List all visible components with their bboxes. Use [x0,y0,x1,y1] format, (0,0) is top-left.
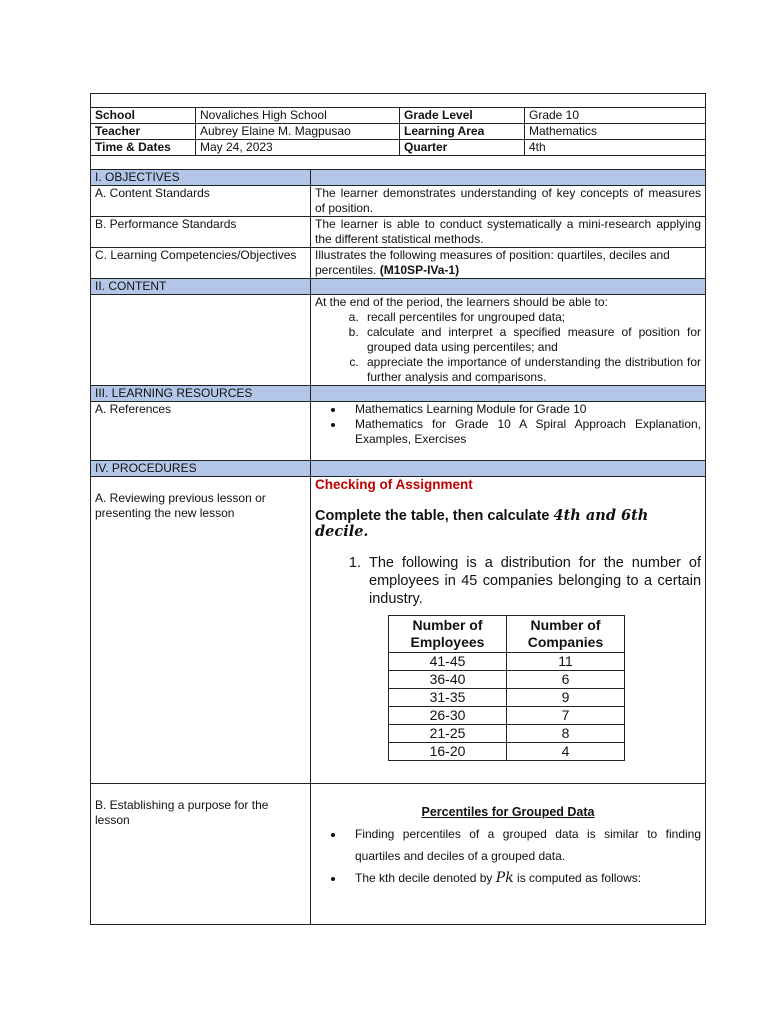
references-label: A. References [91,402,311,461]
table-row [389,653,625,671]
content-list [315,310,701,385]
quarter-value: 4th [525,140,706,156]
teacher-value: Aubrey Elaine M. Magpusao [196,124,400,140]
lesson-plan-table [90,93,706,925]
competencies-cell [311,248,706,279]
task-instruction [315,508,701,540]
pk-symbol: Pk [495,870,514,886]
competencies-text: Illustrates the following measures of position: quartiles, deciles and percentiles. [315,248,670,277]
list-item: • Mathematics for Grade 10 A Spiral Approach Explanation, Examples, Exercises [345,417,701,447]
content-row [91,295,706,386]
references-list [315,402,701,447]
competency-code: (M10SP-IVa-1) [379,263,460,277]
school-label: School [91,108,196,124]
table-cell: 6 [507,671,625,689]
percentiles-list [315,823,701,889]
list-item: a. recall percentiles for ungrouped data; [362,310,701,325]
list-item [345,867,701,889]
procedure-a-cell [311,477,706,784]
table-cell: 16-20 [389,743,507,761]
time-dates-label: Time & Dates [91,140,196,156]
spacer-row [91,94,706,108]
table-cell: 11 [507,653,625,671]
content-cell [311,295,706,386]
table-row [389,743,625,761]
date-value: May 24, 2023 [196,140,400,156]
table-row [389,689,625,707]
table-row [389,671,625,689]
table-cell: 9 [507,689,625,707]
table-cell: 7 [507,707,625,725]
question-item: 1. The following is a distribution for the number of employees in 45 companies belonging to a certain industry. [365,554,701,608]
references-cell [311,402,706,461]
table-header: Number of Employees [389,616,507,653]
objectives-heading-row [91,170,706,186]
grade-level-value: Grade 10 [525,108,706,124]
learning-area-value: Mathematics [525,124,706,140]
procedure-b-label: B. Establishing a purpose for the lesson [91,784,311,925]
procedure-b-cell [311,784,706,925]
content-intro: At the end of the period, the learners should be able to: [315,295,608,309]
percentiles-title: Percentiles for Grouped Data [421,805,595,819]
list-item: c. appreciate the importance of understanding the distribution for further analysis and comparisons. [362,355,701,385]
question-list [315,554,701,608]
task-math: 4th and 6th decile. [315,507,649,540]
table-row [389,707,625,725]
table-row [389,725,625,743]
header-row-time [91,140,706,156]
performance-standards-label: B. Performance Standards [91,217,311,248]
table-cell: 41-45 [389,653,507,671]
table-cell: 21-25 [389,725,507,743]
grade-level-label: Grade Level [400,108,525,124]
table-header-row [389,616,625,653]
quarter-label: Quarter [400,140,525,156]
decile-text-pre: The kth decile denoted by [355,871,493,885]
procedure-a-row [91,477,706,784]
procedures-heading-row [91,461,706,477]
content-heading: II. CONTENT [91,279,311,295]
task-prefix: Complete the table, then calculate [315,508,550,524]
table-cell: 31-35 [389,689,507,707]
resources-heading-row [91,386,706,402]
list-item: • Mathematics Learning Module for Grade 10 [345,402,701,417]
header-row-school [91,108,706,124]
teacher-label: Teacher [91,124,196,140]
procedures-heading: IV. PROCEDURES [91,461,311,477]
table-cell: 26-30 [389,707,507,725]
procedure-b-row [91,784,706,925]
competencies-row [91,248,706,279]
decile-text-post: is computed as follows: [517,871,642,885]
content-standards-label: A. Content Standards [91,186,311,217]
performance-standards-text: The learner is able to conduct systematically a mini-research applying the different statistical methods. [311,217,706,248]
objectives-heading: I. OBJECTIVES [91,170,311,186]
references-row [91,402,706,461]
performance-standards-row [91,217,706,248]
list-item: • Finding percentiles of a grouped data is similar to finding quartiles and deciles of a grouped data. [345,823,701,867]
spacer-row [91,156,706,170]
distribution-table [388,615,625,761]
checking-title: Checking of Assignment [315,477,473,492]
table-cell: 4 [507,743,625,761]
learning-area-label: Learning Area [400,124,525,140]
table-cell: 36-40 [389,671,507,689]
school-value: Novaliches High School [196,108,400,124]
competencies-label: C. Learning Competencies/Objectives [91,248,311,279]
list-item: b. calculate and interpret a specified measure of position for grouped data using percentiles; and [362,325,701,355]
resources-heading: III. LEARNING RESOURCES [91,386,311,402]
procedure-a-label: A. Reviewing previous lesson or presenting the new lesson [91,477,311,784]
content-standards-text: The learner demonstrates understanding of key concepts of measures of position. [311,186,706,217]
table-header: Number of Companies [507,616,625,653]
content-standards-row [91,186,706,217]
lesson-plan [90,93,705,925]
content-heading-row [91,279,706,295]
table-cell: 8 [507,725,625,743]
header-row-teacher [91,124,706,140]
